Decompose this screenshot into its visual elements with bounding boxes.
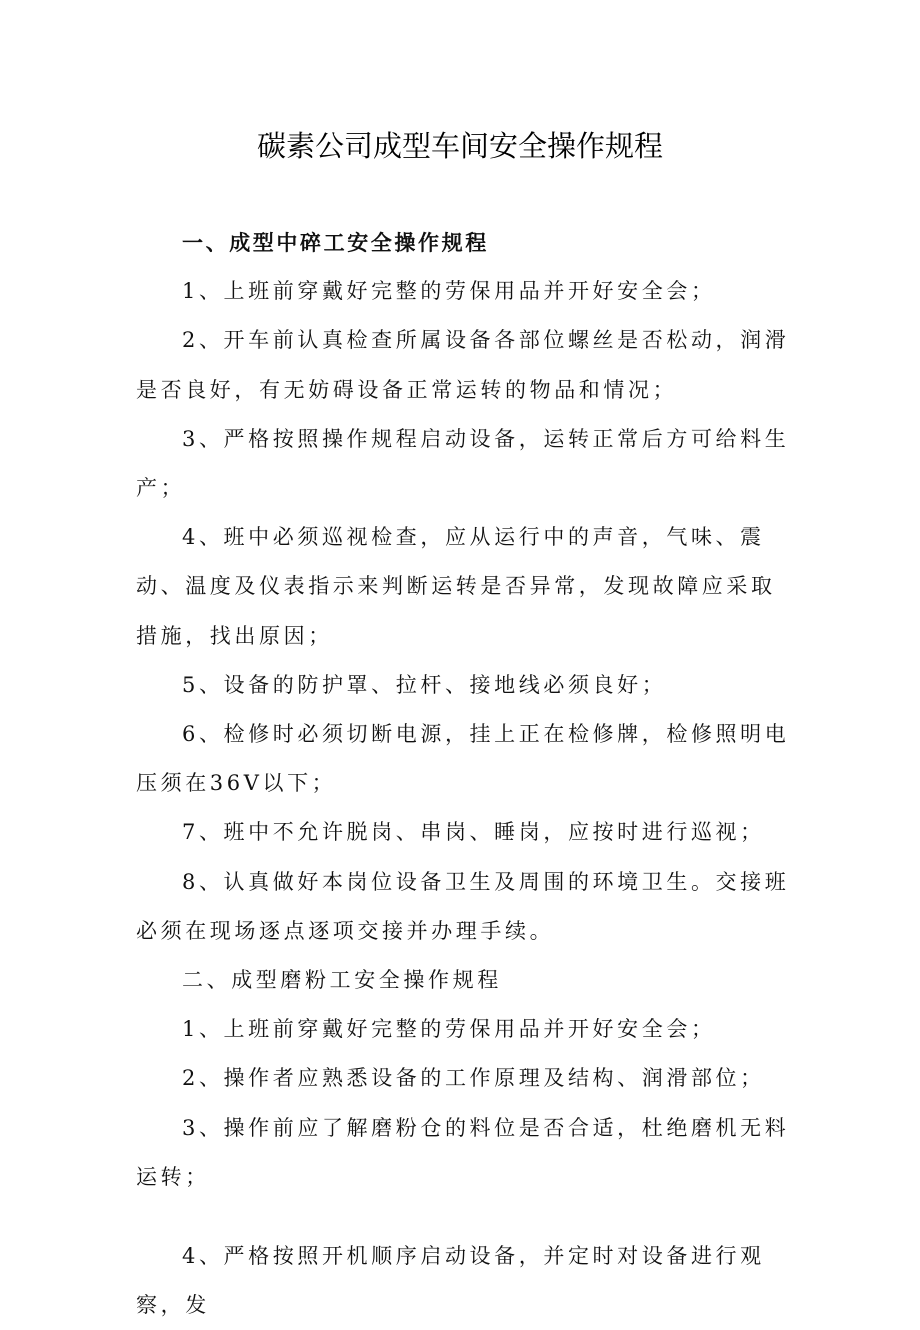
paragraph: 3、严格按照操作规程启动设备，运转正常后方可给料生产； xyxy=(136,426,790,501)
document-body xyxy=(136,218,790,1330)
document-title: 碳素公司成型车间安全操作规程 xyxy=(256,129,663,163)
paragraph: 7、班中不允许脱岗、串岗、睡岗，应按时进行巡视； xyxy=(182,820,765,845)
paragraph: 8、认真做好本岗位设备卫生及周围的环境卫生。交接班必须在现场逐点逐项交接并办理手续。 xyxy=(136,869,790,943)
paragraph: 3、操作前应了解磨粉仓的料位是否合适，杜绝磨机无料运转； xyxy=(136,1115,790,1189)
paragraph: 6、检修时必须切断电源，挂上正在检修牌，检修照明电压须在36V以下； xyxy=(136,722,790,796)
paragraph: 1、上班前穿戴好完整的劳保用品并开好安全会； xyxy=(182,1017,716,1042)
paragraph: 1、上班前穿戴好完整的劳保用品并开好安全会； xyxy=(182,279,716,304)
paragraph: 4、严格按照开机顺序启动设备，并定时对设备进行观察，发 xyxy=(136,1244,765,1318)
paragraph: 5、设备的防护罩、拉杆、接地线必须良好； xyxy=(182,672,667,697)
section-heading: 二、成型磨粉工安全操作规程 xyxy=(182,968,502,993)
section-heading: 一、成型中碎工安全操作规程 xyxy=(182,230,489,255)
paragraph: 4、班中必须巡视检查，应从运行中的声音，气味、震动、温度及仪表指示来判断运转是否异常，发现故障应采取措施，找出原因； xyxy=(136,525,776,648)
paragraph: 2、操作者应熟悉设备的工作原理及结构、润滑部位； xyxy=(182,1066,765,1091)
paragraph: 2、开车前认真检查所属设备各部位螺丝是否松动，润滑是否良好，有无妨碍设备正常运转的物品和情况； xyxy=(136,328,790,402)
